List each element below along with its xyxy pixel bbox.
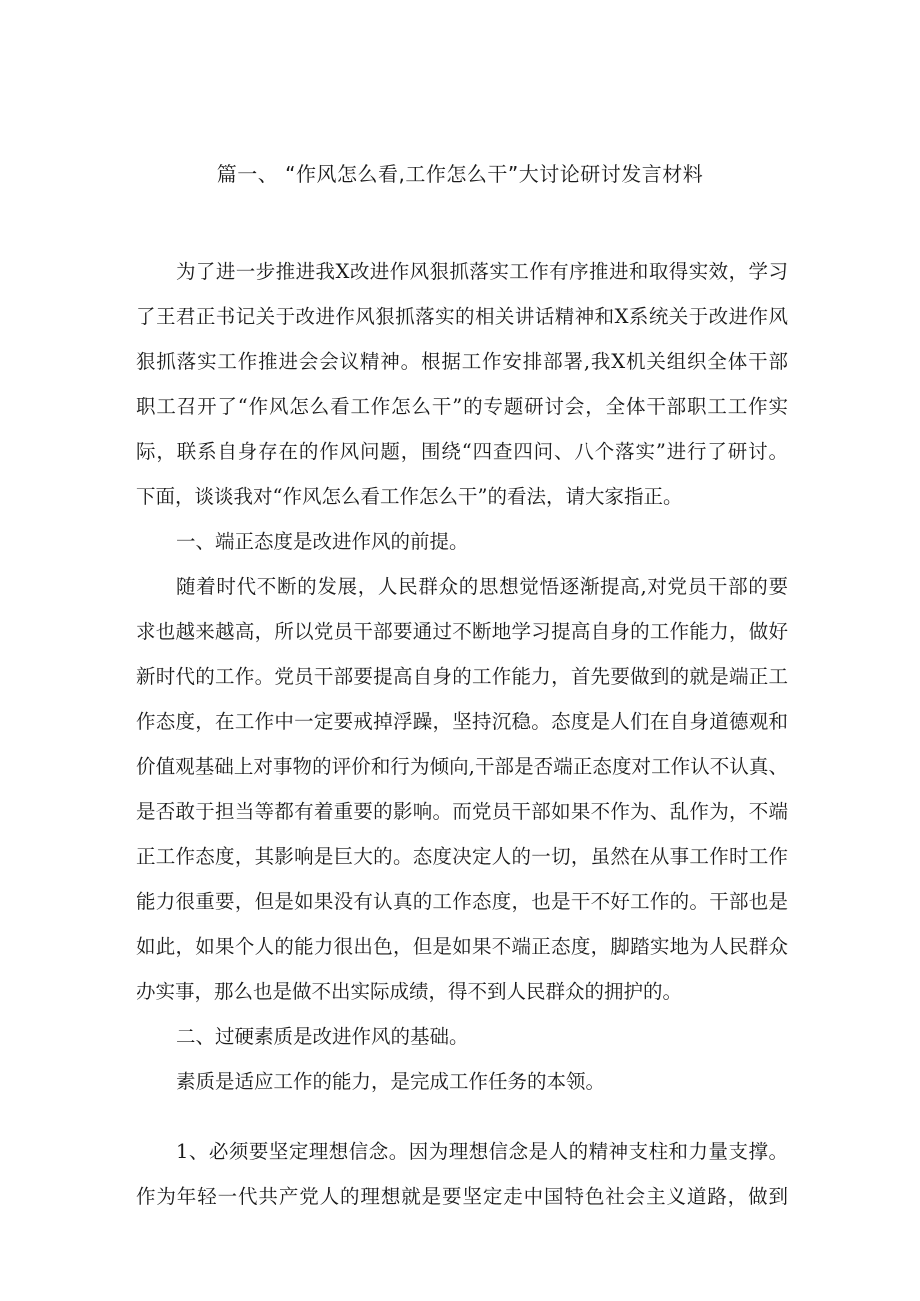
intro-line: 了王君正书记关于改进作风狠抓落实的相关讲话精神和X系统关于改进作风 xyxy=(136,305,788,328)
section-heading-1: 一、端正态度是改进作风的前提。 xyxy=(176,530,469,553)
point1-line: 1、必须要坚定理想信念。因为理想信念是人的精神支柱和力量支撑。 xyxy=(176,1140,788,1163)
intro-line: 狠抓落实工作推进会会议精神。根据工作安排部署,我X机关组织全体干部 xyxy=(136,350,788,373)
section2-line: 素质是适应工作的能力，是完成工作任务的本领。 xyxy=(176,1070,606,1093)
section1-line: 新时代的工作。党员干部要提高自身的工作能力，首先要做到的就是端正工 xyxy=(136,665,788,688)
section1-line: 是否敢于担当等都有着重要的影响。而党员干部如果不作为、乱作为，不端 xyxy=(136,800,788,823)
section1-line: 随着时代不断的发展，人民群众的思想觉悟逐渐提高,对党员干部的要 xyxy=(176,575,788,598)
section1-line: 能力很重要，但是如果没有认真的工作态度，也是干不好工作的。干部也是 xyxy=(136,890,788,913)
intro-line: 际，联系自身存在的作风问题，围绕“四查四问、八个落实”进行了研讨。 xyxy=(136,440,788,463)
document-title: 篇一、 “作风怎么看,工作怎么干”大讨论研讨发言材料 xyxy=(216,162,704,186)
section1-line: 如此，如果个人的能力很出色，但是如果不端正态度，脚踏实地为人民群众 xyxy=(136,935,788,958)
section1-line: 正工作态度，其影响是巨大的。态度决定人的一切，虽然在从事工作时工作 xyxy=(136,845,788,868)
section1-line: 价值观基础上对事物的评价和行为倾向,干部是否端正态度对工作认不认真、 xyxy=(136,755,788,778)
section1-line: 求也越来越高，所以党员干部要通过不断地学习提高自身的工作能力，做好 xyxy=(136,620,788,643)
intro-line: 为了进一步推进我X改进作风狠抓落实工作有序推进和取得实效，学习 xyxy=(176,260,788,283)
section1-line: 办实事，那么也是做不出实际成绩，得不到人民群众的拥护的。 xyxy=(136,980,683,1003)
intro-line: 职工召开了“作风怎么看工作怎么干”的专题研讨会，全体干部职工工作实 xyxy=(136,395,788,418)
section1-line: 作态度，在工作中一定要戒掉浮躁，坚持沉稳。态度是人们在自身道德观和 xyxy=(136,710,788,733)
point1-line: 作为年轻一代共产党人的理想就是要坚定走中国特色社会主义道路，做到 xyxy=(136,1185,788,1208)
section-heading-2: 二、过硬素质是改进作风的基础。 xyxy=(176,1025,469,1048)
intro-line: 下面，谈谈我对“作风怎么看工作怎么干”的看法，请大家指正。 xyxy=(136,485,683,508)
